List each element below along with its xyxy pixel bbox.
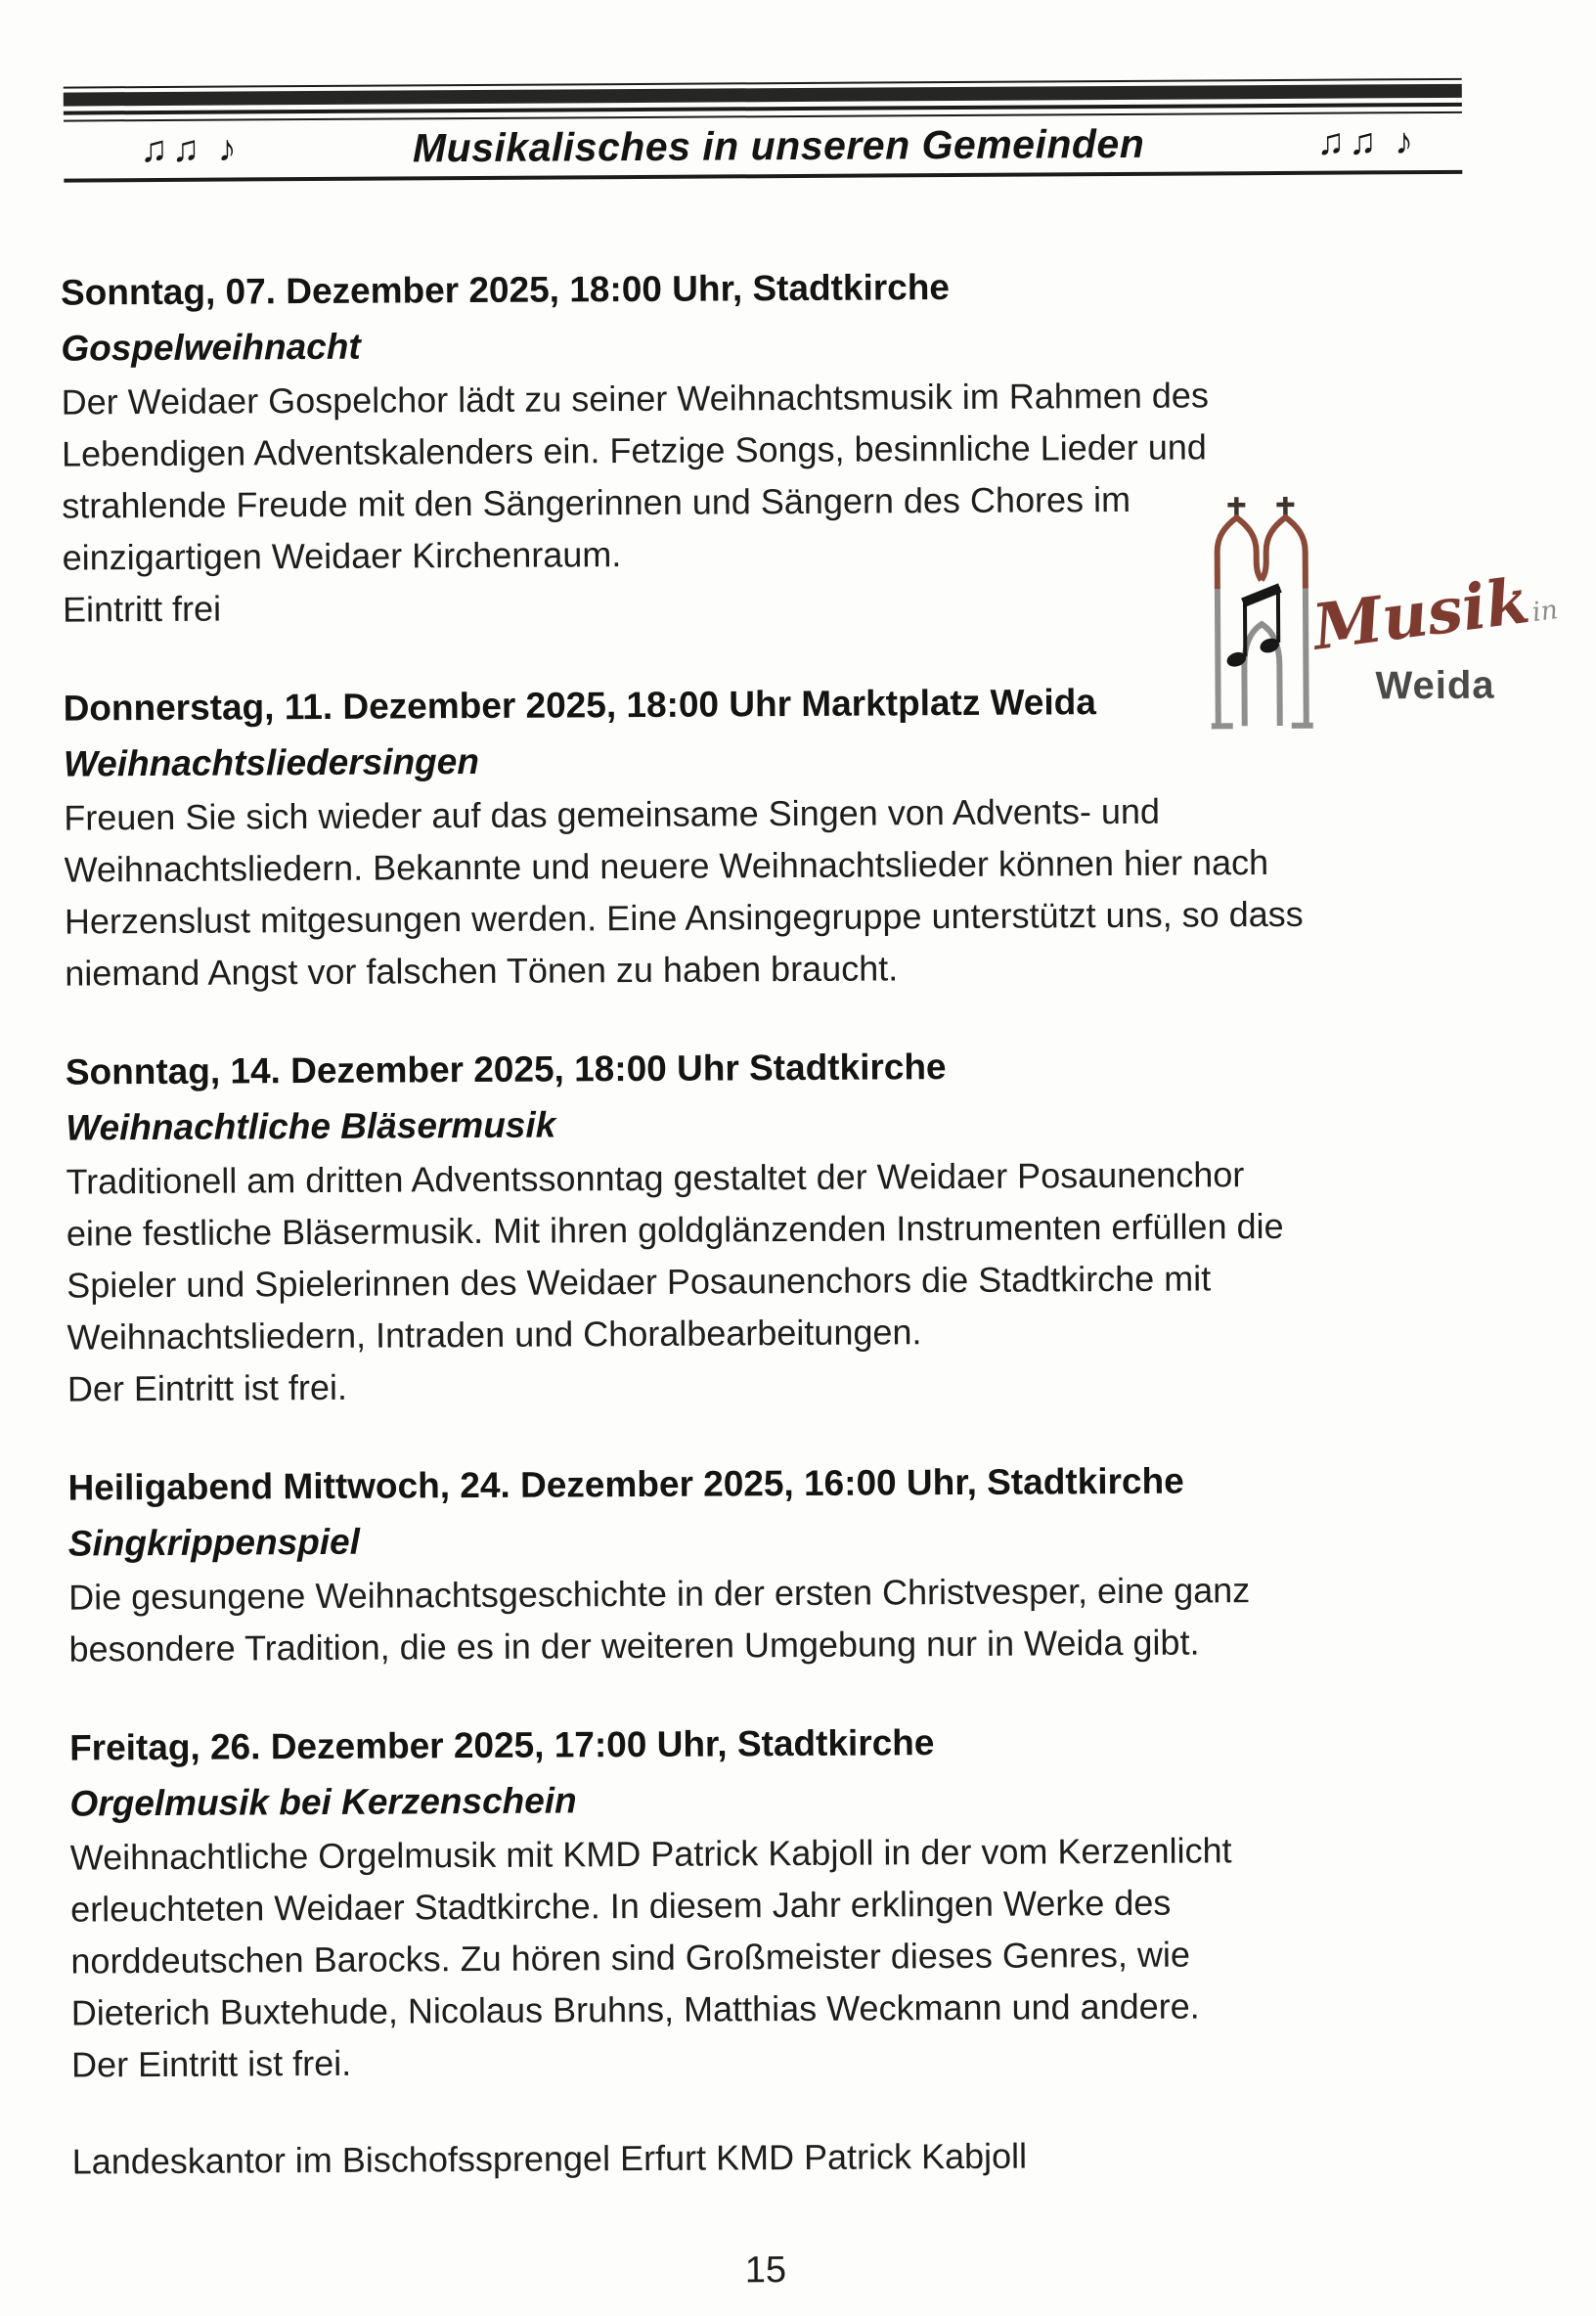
music-notes-icon-right: ♫♫ ♪ xyxy=(1316,120,1418,163)
event-subtitle: Gospelweihnacht xyxy=(61,326,361,369)
church-icon xyxy=(1206,491,1317,736)
event-subtitle: Orgelmusik bei Kerzenschein xyxy=(69,1780,577,1824)
page-number: 15 xyxy=(744,2249,787,2292)
event-heading: Freitag, 26. Dezember 2025, 17:00 Uhr, Stadtkirche xyxy=(68,1722,935,1768)
event-subtitle: Weihnachtsliedersingen xyxy=(63,740,480,784)
event-block-orgelmusik xyxy=(69,1711,1550,2090)
page-header xyxy=(64,78,1463,183)
footer-text: Landeskantor im Bischofssprengel Erfurt KMD Patrick Kabjoll xyxy=(71,2135,1028,2182)
page-title: Musikalisches in unseren Gemeinden xyxy=(412,120,1145,170)
logo-script-text: Musikin xyxy=(1308,563,1560,665)
musik-in-weida-logo xyxy=(1206,489,1595,745)
music-notes-icon-left: ♫♫ ♪ xyxy=(140,127,241,170)
event-subtitle: Weihnachtliche Bläsermusik xyxy=(66,1104,556,1148)
event-description: Traditionell am dritten Adventssonntag gestaltet der Weidaer Posaunenchor eine festliche Bläsermusik. Mit ihren goldglänzenden Instrumenten erfüllen die Spieler und Spielerinnen des Weidaer Posaunenchors die Stadtkirche mit Weihnachtsliedern, Intraden und Choralbearbeitungen. Der Eintritt ist frei. xyxy=(66,1154,1284,1409)
event-block-singkrippenspiel xyxy=(67,1450,1547,1674)
event-heading: Sonntag, 14. Dezember 2025, 18:00 Uhr Stadtkirche xyxy=(65,1047,947,1092)
event-heading: Heiligabend Mittwoch, 24. Dezember 2025, 16:00 Uhr, Stadtkirche xyxy=(67,1460,1184,1508)
event-description: Der Weidaer Gospelchor lädt zu seiner Weihnachtsmusik im Rahmen des Lebendigen Adventskalenders ein. Fetzige Songs, besinnliche Lieder und strahlende Freude mit den Sängerinnen und Sängern des Chores im einzigartigen Weidaer Kirchenraum. Eintritt frei xyxy=(61,375,1210,630)
logo-weida-label: Weida xyxy=(1375,663,1495,708)
event-block-blaesermusik xyxy=(66,1035,1546,1414)
event-heading: Sonntag, 07. Dezember 2025, 18:00 Uhr, Stadtkirche xyxy=(60,267,951,313)
event-description: Freuen Sie sich wieder auf das gemeinsame Singen von Advents- und Weihnachtsliedern. Bekannte und neuere Weihnachtslieder können hier nach Herzenslust mitgesungen werden. Eine Ansingegruppe unterstützt uns, so dass niemand Angst vor falschen Tönen zu haben braucht. xyxy=(64,790,1304,994)
event-description: Die gesungene Weihnachtsgeschichte in der ersten Christvesper, eine ganz besondere Tradition, die es in der weiteren Umgebung nur in Weida gibt. xyxy=(68,1570,1251,1670)
event-subtitle: Singkrippenspiel xyxy=(67,1521,361,1564)
event-heading: Donnerstag, 11. Dezember 2025, 18:00 Uhr Marktplatz Weida xyxy=(63,682,1097,729)
event-description: Weihnachtliche Orgelmusik mit KMD Patrick Kabjoll in der vom Kerzenlicht erleuchteten Weidaer Stadtkirche. In diesem Jahr erklingen Werke des norddeutschen Barocks. Zu hören sind Großmeister dieses Genres, wie Dieterich Buxtehude, Nicolaus Bruhns, Matthias Weckmann und andere. Der Eintritt ist frei. xyxy=(69,1830,1232,2085)
